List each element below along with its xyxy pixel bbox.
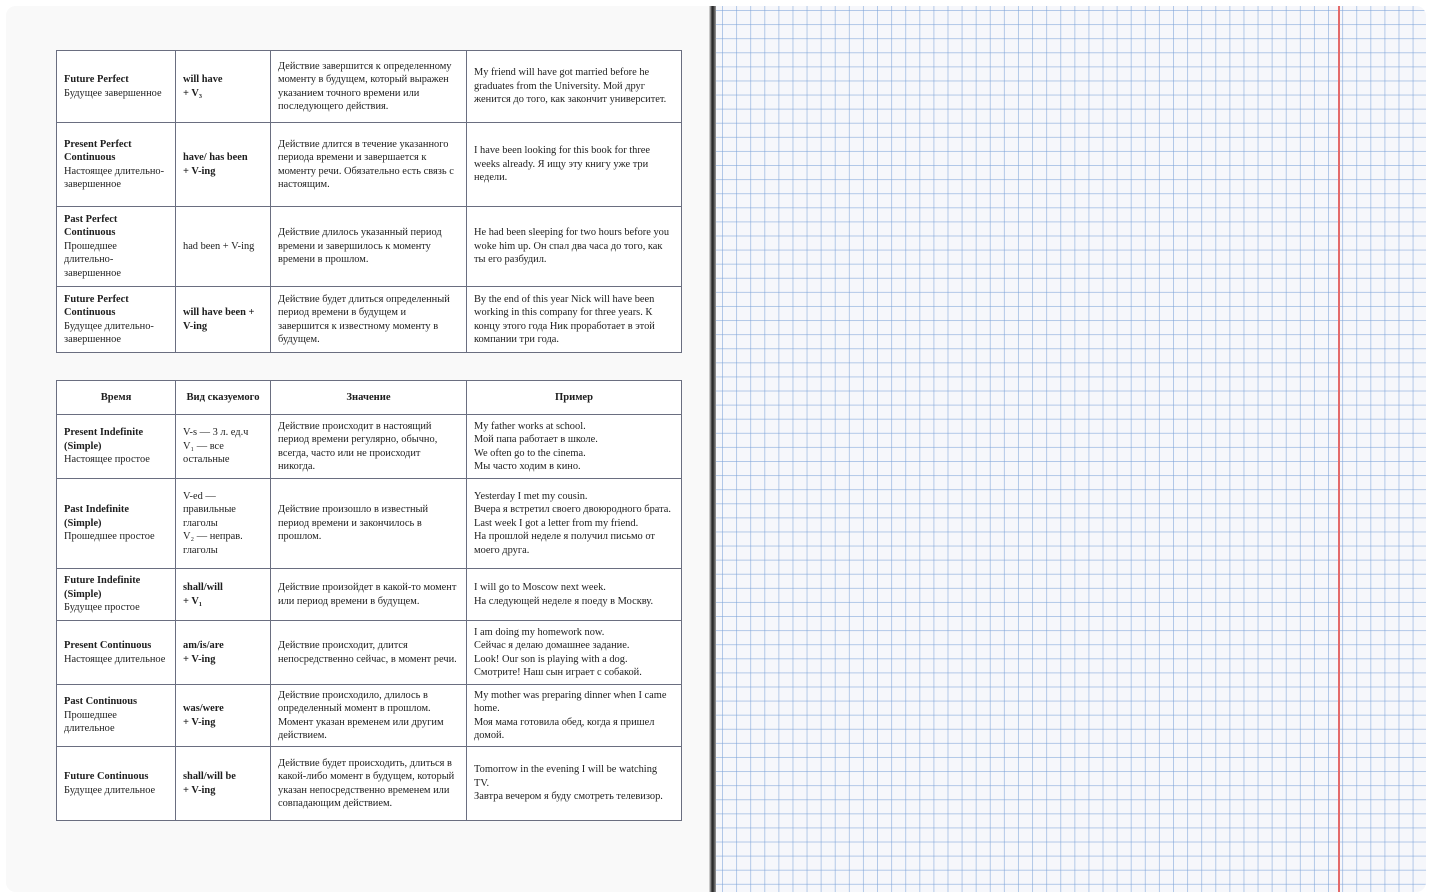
upper-tense-table [56, 50, 682, 353]
tense-cell [57, 415, 176, 479]
form-cell: V-ed — правильные глаголы V₂ — неправ. глаголы [176, 479, 271, 569]
notebook-spine [709, 6, 716, 892]
tense-cell [57, 287, 176, 353]
tense-name-ru: Будущее завершенное [64, 87, 162, 99]
meaning-cell: Действие произошло в известный период времени и закончилось в прошлом. [271, 479, 467, 569]
tense-name-ru: Будущее длительное [64, 784, 156, 796]
tense-cell [57, 207, 176, 287]
form-cell: was/were + V-ing [176, 685, 271, 747]
tense-cell [57, 123, 176, 207]
table-header-row [57, 381, 682, 415]
example-cell: He had been sleeping for two hours before you woke him up. Он спал два часа до того, как ты его разбудил. [467, 207, 682, 287]
table-row [57, 569, 682, 621]
example-cell: My father works at school. Мой папа работает в школе. We often go to the cinema. Мы часто ходим в кино. [467, 415, 682, 479]
tense-name-ru: Настоящее простое [64, 454, 150, 466]
lower-tense-table [56, 380, 682, 821]
table-row [57, 207, 682, 287]
tense-name-ru: Будущее простое [64, 602, 140, 614]
header-predicate-form: Вид сказуемого [176, 381, 271, 415]
tense-name-ru: Прошедшее длительное [64, 709, 117, 735]
meaning-cell: Действие происходило, длилось в определенный момент в прошлом. Момент указан временем или другим действием. [271, 685, 467, 747]
tense-cell [57, 479, 176, 569]
form-cell: will have + V₃ [176, 51, 271, 123]
table-row [57, 123, 682, 207]
meaning-cell: Действие будет длиться определенный период времени в будущем и завершится к известному моменту в будущем. [271, 287, 467, 353]
red-margin-line [1338, 6, 1340, 892]
meaning-cell: Действие длится в течение указанного периода времени и завершается к моменту речи. Обязательно есть связь с настоящим. [271, 123, 467, 207]
notebook-spread [6, 6, 1426, 892]
tense-cell [57, 747, 176, 821]
meaning-cell: Действие происходит, длится непосредственно сейчас, в момент речи. [271, 621, 467, 685]
tense-name-en: Present Perfect Continuous [64, 138, 132, 163]
example-cell: I am doing my homework now. Сейчас я делаю домашнее задание. Look! Our son is playing with a dog. Смотрите! Наш сын играет с собакой. [467, 621, 682, 685]
tense-cell [57, 569, 176, 621]
form-cell: will have been + V-ing [176, 287, 271, 353]
tense-name-en: Future Indefinite (Simple) [64, 575, 141, 600]
header-example: Пример [467, 381, 682, 415]
tense-name-ru: Прошедшее длительно-завершенное [64, 240, 122, 279]
tense-name-ru: Настоящее длительно-завершенное [64, 165, 165, 190]
meaning-cell: Действие завершится к определенному моменту в будущем, который выражен указанием точного времени или последующего действия. [271, 51, 467, 123]
example-cell: I will go to Moscow next week. На следующей неделе я поеду в Москву. [467, 569, 682, 621]
tense-name-en: Present Indefinite (Simple) [64, 427, 144, 452]
example-cell: Tomorrow in the evening I will be watching TV. Завтра вечером я буду смотреть телевизор. [467, 747, 682, 821]
meaning-cell: Действие будет происходить, длиться в какой-либо момент в будущем, который указан непосредственно временем или совпадающим действием. [271, 747, 467, 821]
meaning-cell: Действие произойдет в какой-то момент или период времени в будущем. [271, 569, 467, 621]
tense-name-ru: Прошедшее простое [64, 531, 155, 543]
tense-name-en: Future Continuous [64, 771, 149, 782]
table-row [57, 479, 682, 569]
example-cell: My friend will have got married before he graduates from the University. Мой друг женится до того, как закончит университет. [467, 51, 682, 123]
tense-name-en: Past Indefinite (Simple) [64, 504, 129, 529]
form-cell: have/ has been + V-ing [176, 123, 271, 207]
tense-name-en: Past Perfect Continuous [64, 213, 118, 239]
tense-cell [57, 51, 176, 123]
form-cell: am/is/are + V-ing [176, 621, 271, 685]
form-cell: shall/will + V₁ [176, 569, 271, 621]
tense-name-ru: Настоящее длительное [64, 653, 166, 665]
tense-name-en: Future Perfect [64, 74, 129, 85]
tense-name-en: Present Continuous [64, 640, 152, 651]
table-row [57, 621, 682, 685]
tense-cell [57, 685, 176, 747]
example-cell: I have been looking for this book for three weeks already. Я ищу эту книгу уже три недели. [467, 123, 682, 207]
table-row [57, 415, 682, 479]
tense-name-en: Past Continuous [64, 696, 138, 708]
table-row [57, 685, 682, 747]
table-row [57, 747, 682, 821]
form-cell: shall/will be + V-ing [176, 747, 271, 821]
tense-name-ru: Будущее длительно-завершенное [64, 320, 154, 345]
example-cell: Yesterday I met my cousin. Вчера я встретил своего двоюродного брата. Last week I got a letter from my friend. На прошлой неделе я получил письмо от моего друга. [467, 479, 682, 569]
tense-cell [57, 621, 176, 685]
example-cell: My mother was preparing dinner when I came home. Моя мама готовила обед, когда я пришел домой. [467, 685, 682, 747]
form-cell: V-s — 3 л. ед.ч V₁ — все остальные [176, 415, 271, 479]
example-cell: By the end of this year Nick will have been working in this company for three years. К концу этого года Ник проработает в этой компании три года. [467, 287, 682, 353]
table-row [57, 51, 682, 123]
table-row [57, 287, 682, 353]
left-page [6, 6, 712, 892]
form-cell: had been + V-ing [176, 207, 271, 287]
graph-paper-page [716, 6, 1426, 892]
tense-name-en: Future Perfect Continuous [64, 293, 129, 318]
header-meaning: Значение [271, 381, 467, 415]
meaning-cell: Действие происходит в настоящий период времени регулярно, обычно, всегда, часто или не происходит никогда. [271, 415, 467, 479]
meaning-cell: Действие длилось указанный период времени и завершилось к моменту времени в прошлом. [271, 207, 467, 287]
header-time: Время [57, 381, 176, 415]
